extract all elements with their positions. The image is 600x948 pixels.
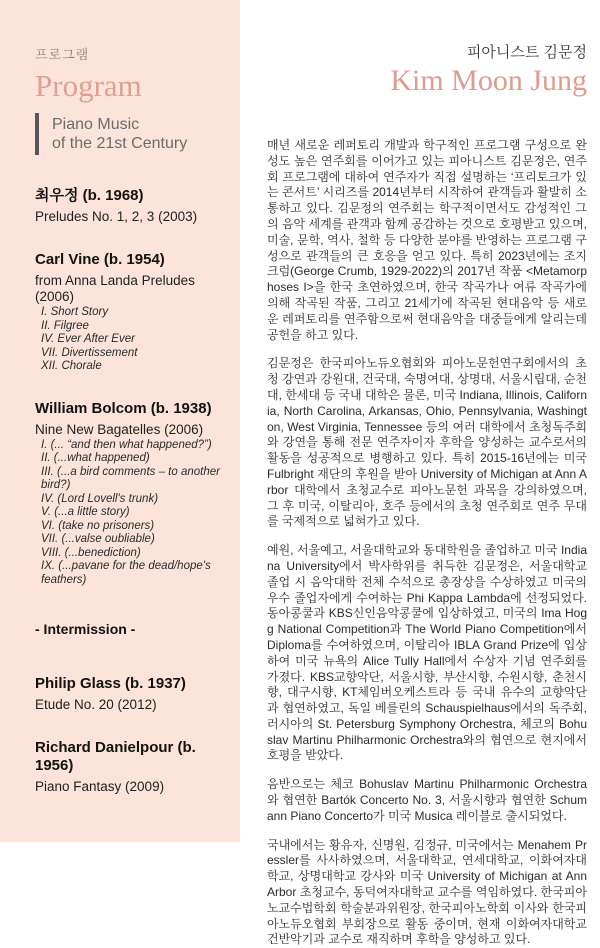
bio-paragraph: 음반으로는 체코 Bohuslav Martinu Philharmonic Orchestra와 협연한 Bartók Concerto No. 3, 서울시향과 협연한 Schumann Piano Concerto가 미국 Musica 레이블로 출시되었다. bbox=[267, 777, 587, 823]
bio-paragraph: 매년 새로운 레퍼토리 개발과 학구적인 프로그램 구성으로 완성도 높은 연주회를 이어가고 있는 피아니스트 김문정은, 연주회 프로그램에 대하여 연주자가 직접 설명하는 ‘프리토크가 있는 콘서트’ 시리즈를 2014년부터 시작하여 관객들과 활발히 소통하고 있다. 김문정의 연주회는 학구적이면서도 감성적인 그의 음악 세계를 관객과 함께 공감하는 것으로 호평받고 있으며, 미술, 문학, 역사, 철학 등 다양한 분야를 반영하는 프로그램 구성으로 관객들의 큰 호응을 얻고 있다. 특히 2023년에는 조지크럼(George Crumb, 1929-2022)의 2017년 작품 <Metamorphoses I>을 한국 초연하였으며, 한국 작곡가나 여류 작곡가에 의해 작곡된 작품, 그리고 21세기에 작곡된 현대음악 등 새로운 레퍼토리를 연주함으로써 현대음악을 대중들에게 알리는데 공헌을 하고 있다. bbox=[267, 138, 587, 342]
subtitle-text bbox=[52, 113, 187, 155]
work-title: Preludes No. 1, 2, 3 (2003) bbox=[35, 209, 198, 224]
program-label-korean: 프로그램 bbox=[35, 47, 90, 62]
artist-label-korean: 피아니스트 김문정 bbox=[466, 44, 587, 61]
work-title: Etude No. 20 (2012) bbox=[35, 697, 157, 712]
movement-item: I. Short Story bbox=[41, 306, 109, 318]
movement-item: II. (...what happened) bbox=[41, 452, 150, 464]
artist-bio bbox=[267, 138, 587, 948]
intermission-label: - Intermission - bbox=[35, 621, 136, 637]
movement-list bbox=[41, 306, 222, 374]
movement-item: VIII. (...benediction) bbox=[41, 546, 141, 559]
program-item bbox=[35, 251, 222, 374]
bio-paragraph: 국내에서는 황유자, 신명원, 김정규, 미국에서는 Menahem Pressler를 사사하였으며, 서울대학교, 연세대학교, 이화여자대학교, 상명대학교 강사와 미국 University of Michigan at Ann Arbor 초청교수, 동덕여자대학교 교수를 역임하였다. 한국피아노교수법학회 학술분과위원장, 한국피아노학회 이사와 한국피아노듀오협회 부회장으로 활동 중이며, 현재 이화여자대학교 건반악기과 교수로 재직하며 후학을 양성하고 있다. bbox=[267, 837, 587, 947]
program-subtitle bbox=[35, 113, 222, 155]
program-item bbox=[35, 400, 222, 588]
composer-name: Carl Vine (b. 1954) bbox=[35, 251, 165, 268]
movement-item: V. (...a little story) bbox=[41, 506, 130, 518]
work-title: from Anna Landa Preludes (2006) bbox=[35, 273, 195, 304]
subtitle-line-2: of the 21st Century bbox=[52, 135, 188, 152]
movement-item: VI. (take no prisoners) bbox=[41, 519, 155, 532]
movement-item: II. Filgree bbox=[41, 319, 89, 332]
movement-item: XII. Chorale bbox=[41, 360, 102, 372]
artist-name: Kim Moon Jung bbox=[390, 64, 587, 97]
composer-name: 최우정 (b. 1968) bbox=[35, 187, 144, 204]
subtitle-accent-bar bbox=[35, 113, 39, 155]
artist-header bbox=[267, 44, 587, 98]
work-title: Piano Fantasy (2009) bbox=[35, 779, 165, 794]
subtitle-line-1: Piano Music bbox=[52, 116, 140, 133]
movement-item: IV. (Lord Lovell's trunk) bbox=[41, 492, 159, 505]
movement-item: I. (... “and then what happened?”) bbox=[41, 438, 212, 451]
program-item bbox=[35, 187, 222, 225]
composer-name: William Bolcom (b. 1938) bbox=[35, 399, 212, 417]
composer-name: Philip Glass (b. 1937) bbox=[35, 675, 186, 692]
bio-paragraph: 김문정은 한국피아노듀오협회와 피아노문헌연구회에서의 초청 강연과 강원대, 건국대, 숙명여대, 상명대, 서울시립대, 순천대, 한세대 등 국내 대학은 물론, 미국 Indiana, Illinois, California, North Carolina, Arkansas, Ohio, Pennsylvania, Washington, West Virginia, Tennessee 등의 여러 대학에서 초청독주회와 강연을 통해 전문 연주자이자 후학을 양성하는 교수로서의 활동을 성공적으로 병행하고 있다. 특히 2015-16년에는 미국 Fulbright 재단의 후원을 받아 University of Michigan at Ann Arbor 대학에서 초청교수로 피아노문헌 과목을 강의하였으며, 그 후 미국, 이탈리아, 호주 등에서의 초청 연주회로 연주 무대를 국제적으로 넓혀가고 있다. bbox=[267, 356, 587, 529]
program-list bbox=[35, 187, 222, 795]
composer-name: Richard Danielpour (b. 1956) bbox=[35, 739, 196, 774]
movement-item: VII. Divertissement bbox=[41, 346, 138, 359]
program-title: Program bbox=[35, 68, 142, 103]
movement-list bbox=[41, 439, 222, 588]
movement-item: IV. Ever After Ever bbox=[41, 333, 135, 345]
bio-paragraph: 예원, 서울예고, 서울대학교와 동대학원을 졸업하고 미국 Indiana University에서 박사학위를 취득한 김문정은, 서울대학교 졸업 시 음악대학 전체 수석으로 총장상을 수상하였고 미국의 우수 졸업자에게 수여하는 Phi Kappa Lambda에 선정되었다. 동아콩쿨과 KBS신인음악콩쿨에 입상하였고, 미국의 Ima Hogg National Competition과 The World Piano Competition에서 Diploma를 수여하였으며, 이탈리아 IBLA Grand Prize에 입상하여 미국 뉴욕의 Alice Tully Hall에서 수상자 기념 연주회를 가졌다. KBS교향악단, 서울시향, 부산시향, 수원시향, 춘천시향, 대구시향, KT체임버오케스트라 등 국내 유수의 교향악단과 협연하였고, 독일 베를린의 Schauspielhaus에서의 독주회, 러시아의 St. Petersburg Symphony Orchestra, 체코의 Bohuslav Martinu Philharmonic Orchestra와의 협연으로 현지에서 호평을 받았다. bbox=[267, 543, 587, 763]
bio-column bbox=[240, 0, 600, 947]
work-title: Nine New Bagatelles (2006) bbox=[35, 421, 204, 437]
program-item bbox=[35, 675, 222, 713]
program-column bbox=[0, 0, 240, 842]
movement-item: IX. (...pavane for the dead/hope's feathers) bbox=[41, 560, 211, 586]
movement-item: VII. (...valse oubliable) bbox=[41, 533, 155, 545]
movement-item: III. (...a bird comments – to another bird?) bbox=[41, 465, 220, 491]
program-item bbox=[35, 739, 222, 795]
